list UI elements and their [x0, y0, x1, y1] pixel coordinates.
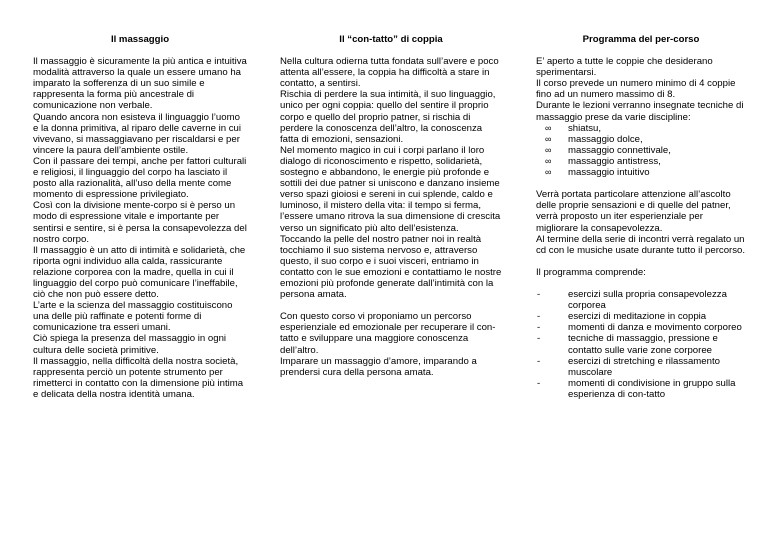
- paragraph-gap: [536, 278, 746, 289]
- program-intro-text: E’ aperto a tutte le coppie che desiderano sperimentarsi. Il corso prevede un numero minimo di 4 coppie fino ad un numero massimo di 8. Durante le lezioni verranno insegnate tecniche di massaggio prese da varie discipline:: [536, 56, 744, 123]
- program-item-label: momenti di danza e movimento corporeo: [568, 322, 742, 334]
- list-item: [536, 134, 746, 145]
- list-item: [536, 378, 746, 400]
- paragraph-gap: [536, 256, 746, 267]
- program-includes-label: Il programma comprende:: [536, 266, 646, 278]
- technique-label: shiatsu,: [568, 122, 602, 134]
- infinity-bullet-icon: ∞: [545, 167, 552, 178]
- technique-label: massaggio antistress,: [568, 155, 661, 167]
- column-massage: [33, 34, 247, 400]
- dash-bullet-icon: -: [537, 377, 541, 389]
- program-list: [536, 289, 746, 400]
- infinity-bullet-icon: ∞: [545, 133, 552, 144]
- infinity-bullet-icon: ∞: [545, 144, 552, 155]
- list-item: [536, 156, 746, 167]
- list-item: [536, 167, 746, 178]
- attention-text: Verrà portata particolare attenzione all’ascolto delle proprie sensazioni e di quelle del patner, verrà proposto un iter esperienziale per migliorare la consapevolezza. Al termine della serie di incontri verrà regalato un cd con le musiche usate durante tutto il percorso.: [536, 189, 746, 256]
- massage-text: Il massaggio è sicuramente la più antica e intuitiva modalità attraverso la quale un essere umano ha imparato la sofferenza di un suo simile e rappresenta la forma più ancestrale di comunicazione non verbale. Quando ancora non esisteva il linguaggio l’uomo e la donna primitiva, al riparo delle caverne in cui vivevano, si massaggiavano per riscaldarsi e per vincere la paura dell’ambiente ostile. Con il passare dei tempi, anche per fattori culturali e religiosi, il linguaggio del corpo ha lasciato il posto alla razionalità, all’uso della mente come momento di espressione privilegiato. Così con la divisione mente-corpo si è perso un modo di espressione vitale e importante per sentirsi e sentire, si è persa la consapevolezza del nostro corpo. Il massaggio è un atto di intimità e solidarietà, che riporta ogni individuo alla calda, rassicurante relazione corporea con la madre, quella in cui il linguaggio del corpo può comunicare l’ineffabile, ciò che non può essere detto. L’arte e la scienza del massaggio costituiscono una delle più raffinate e potenti forme di comunicazione tra esseri umani. Ciò spiega la presenza del massaggio in ogni cultura delle società primitive. Il massaggio, nella difficoltà della nostra società, rappresenta perciò un potente strumento per rimetterci in contatto con la dimensione più intima e delicata della nostra identità umana.: [33, 56, 247, 400]
- list-item: [536, 311, 746, 322]
- list-item: [536, 322, 746, 333]
- couple-contact-heading: Il “con-tatto” di coppia: [339, 34, 443, 45]
- infinity-bullet-icon: ∞: [545, 155, 552, 166]
- technique-label: massaggio connettivale,: [568, 144, 671, 156]
- massage-heading: Il massaggio: [110, 34, 170, 45]
- dash-bullet-icon: -: [537, 322, 541, 334]
- paragraph-gap: [536, 178, 746, 189]
- techniques-list: [536, 123, 746, 178]
- paragraph-gap: [280, 300, 502, 311]
- program-item-label: tecniche di massaggio, pressione e contatto sulle varie zone corporee: [568, 333, 718, 356]
- couple-contact-text: Nella cultura odierna tutta fondata sull’avere e poco attenta all’essere, la coppia ha difficoltà a stare in contatto, a sentirsi. Rischia di perdere la sua intimità, il suo linguaggio, unico per ogni coppia: quello del sentire il proprio corpo e quello del proprio patner, si rischia di perdere la conoscenza dell’altro, la conoscenza fatta di emozioni, sensazioni. Nel momento magico in cui i corpi parlano il loro dialogo di riconoscimento e rispetto, solidarietà, sostegno e abbandono, le energie più profonde e sottili dei due patner si uniscono e danzano insieme verso spazi gioiosi e sereni in cui splende, caldo e luminoso, il mistero della vita: il tempo si ferma, l’essere umano ritrova la sua dimensione di crescita verso un significato più alto dell’esistenza. Toccando la pelle del nostro patner noi in realtà tocchiamo il suo sistema nervoso e, attraverso questo, il suo corpo e i suoi visceri, entriamo in contatto con le sue emozioni e contattiamo le nostre emozioni più profonde generate dall’intimità con la persona amata.: [280, 56, 502, 301]
- technique-label: massaggio intuitivo: [568, 167, 650, 179]
- list-item: [536, 145, 746, 156]
- list-item: [536, 289, 746, 311]
- program-item-label: momenti di condivisione in gruppo sulla esperienza di con-tatto: [568, 377, 736, 400]
- dash-bullet-icon: -: [537, 355, 541, 367]
- infinity-bullet-icon: ∞: [545, 122, 552, 133]
- dash-bullet-icon: -: [537, 311, 541, 323]
- program-item-label: esercizi sulla propria consapevolezza corporea: [568, 289, 727, 312]
- column-course-program: [536, 34, 746, 400]
- course-proposal-text: Con questo corso vi proponiamo un percorso esperienziale ed emozionale per recuperare il con-tatto e sviluppare una maggiore conoscenza dell’altro. Imparare un massaggio d’amore, imparando a prendersi cura della persona amata.: [280, 311, 496, 378]
- column-couple-contact: [280, 34, 502, 378]
- list-item: [536, 356, 746, 378]
- list-item: [536, 123, 746, 134]
- program-item-label: esercizi di meditazione in coppia: [568, 311, 707, 323]
- program-item-label: esercizi di stretching e rilassamento muscolare: [568, 355, 720, 378]
- list-item: [536, 333, 746, 355]
- dash-bullet-icon: -: [537, 289, 541, 301]
- program-heading: Programma del per-corso: [582, 34, 700, 45]
- technique-label: massaggio dolce,: [568, 133, 643, 145]
- dash-bullet-icon: -: [537, 333, 541, 345]
